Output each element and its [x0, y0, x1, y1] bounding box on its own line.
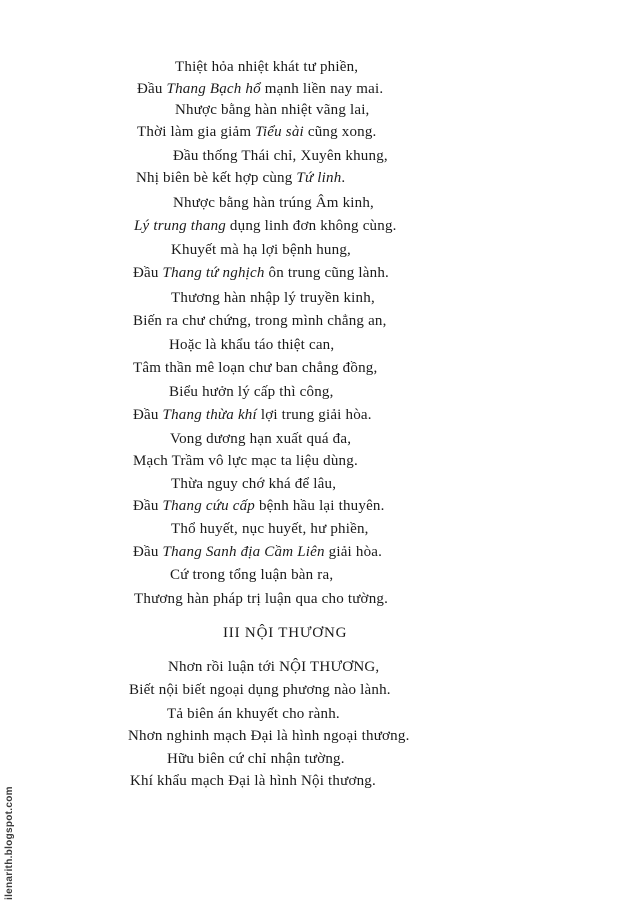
verse-line: Đầu Thang cứu cấp bệnh hầu lại thuyên. — [133, 498, 385, 514]
verse-line: Nhơn nghinh mạch Đại là hình ngoại thương. — [128, 728, 410, 744]
verse-line: Mạch Trầm vô lực mạc ta liệu dùng. — [133, 453, 358, 469]
verse-line: Tả biên án khuyết cho rành. — [167, 706, 340, 722]
verse-line: Biết nội biết ngoại dụng phương nào lành. — [129, 682, 391, 698]
verse-line: Thời làm gia giảm Tiểu sài cũng xong. — [137, 124, 377, 140]
verse-line: Nhị biên bè kết hợp cùng Tứ linh. — [136, 170, 346, 186]
verse-line: Đầu Thang tứ nghịch ôn trung cũng lành. — [133, 265, 389, 281]
verse-line: Tâm thần mê loạn chư ban chẳng đồng, — [133, 360, 378, 376]
blog-watermark: ilenarith.blogspot.com — [4, 786, 15, 900]
verse-line: Lý trung thang dụng linh đơn không cùng. — [134, 218, 397, 234]
verse-line: Hoặc là khẩu táo thiệt can, — [169, 337, 335, 353]
verse-line: Khuyết mà hạ lợi bệnh hung, — [171, 242, 351, 258]
verse-line: Thừa nguy chớ khá để lâu, — [171, 476, 337, 492]
verse-line: Thiệt hỏa nhiệt khát tư phiền, — [175, 59, 359, 75]
verse-line: Cứ trong tổng luận bàn ra, — [170, 567, 334, 583]
section-heading: III NỘI THƯƠNG — [223, 625, 348, 641]
verse-line: Khí khẩu mạch Đại là hình Nội thương. — [130, 773, 376, 789]
verse-line: Đầu Thang thừa khí lợi trung giải hòa. — [133, 407, 372, 423]
verse-line: Hữu biên cứ chỉ nhận tường. — [167, 751, 345, 767]
verse-line: Biến ra chư chứng, trong mình chẳng an, — [133, 313, 387, 329]
verse-line: Biểu hưởn lý cấp thì công, — [169, 384, 334, 400]
verse-line: Vong dương hạn xuất quá đa, — [170, 431, 352, 447]
verse-line: Nhược bằng hàn nhiệt vãng lai, — [175, 102, 370, 118]
verse-line: Đầu thống Thái chỉ, Xuyên khung, — [173, 148, 388, 164]
verse-line: Thương hàn nhập lý truyền kinh, — [171, 290, 375, 306]
verse-line: Đầu Thang Bạch hổ mạnh liền nay mai. — [137, 81, 384, 97]
verse-line: Nhược bằng hàn trúng Âm kinh, — [173, 195, 374, 211]
verse-line: Nhơn rồi luận tới NỘI THƯƠNG, — [168, 659, 380, 675]
verse-line: Thổ huyết, nục huyết, hư phiền, — [171, 521, 369, 537]
verse-line: Đầu Thang Sanh địa Cầm Liên giải hòa. — [133, 544, 383, 560]
verse-line: Thương hàn pháp trị luận qua cho tường. — [134, 591, 389, 607]
